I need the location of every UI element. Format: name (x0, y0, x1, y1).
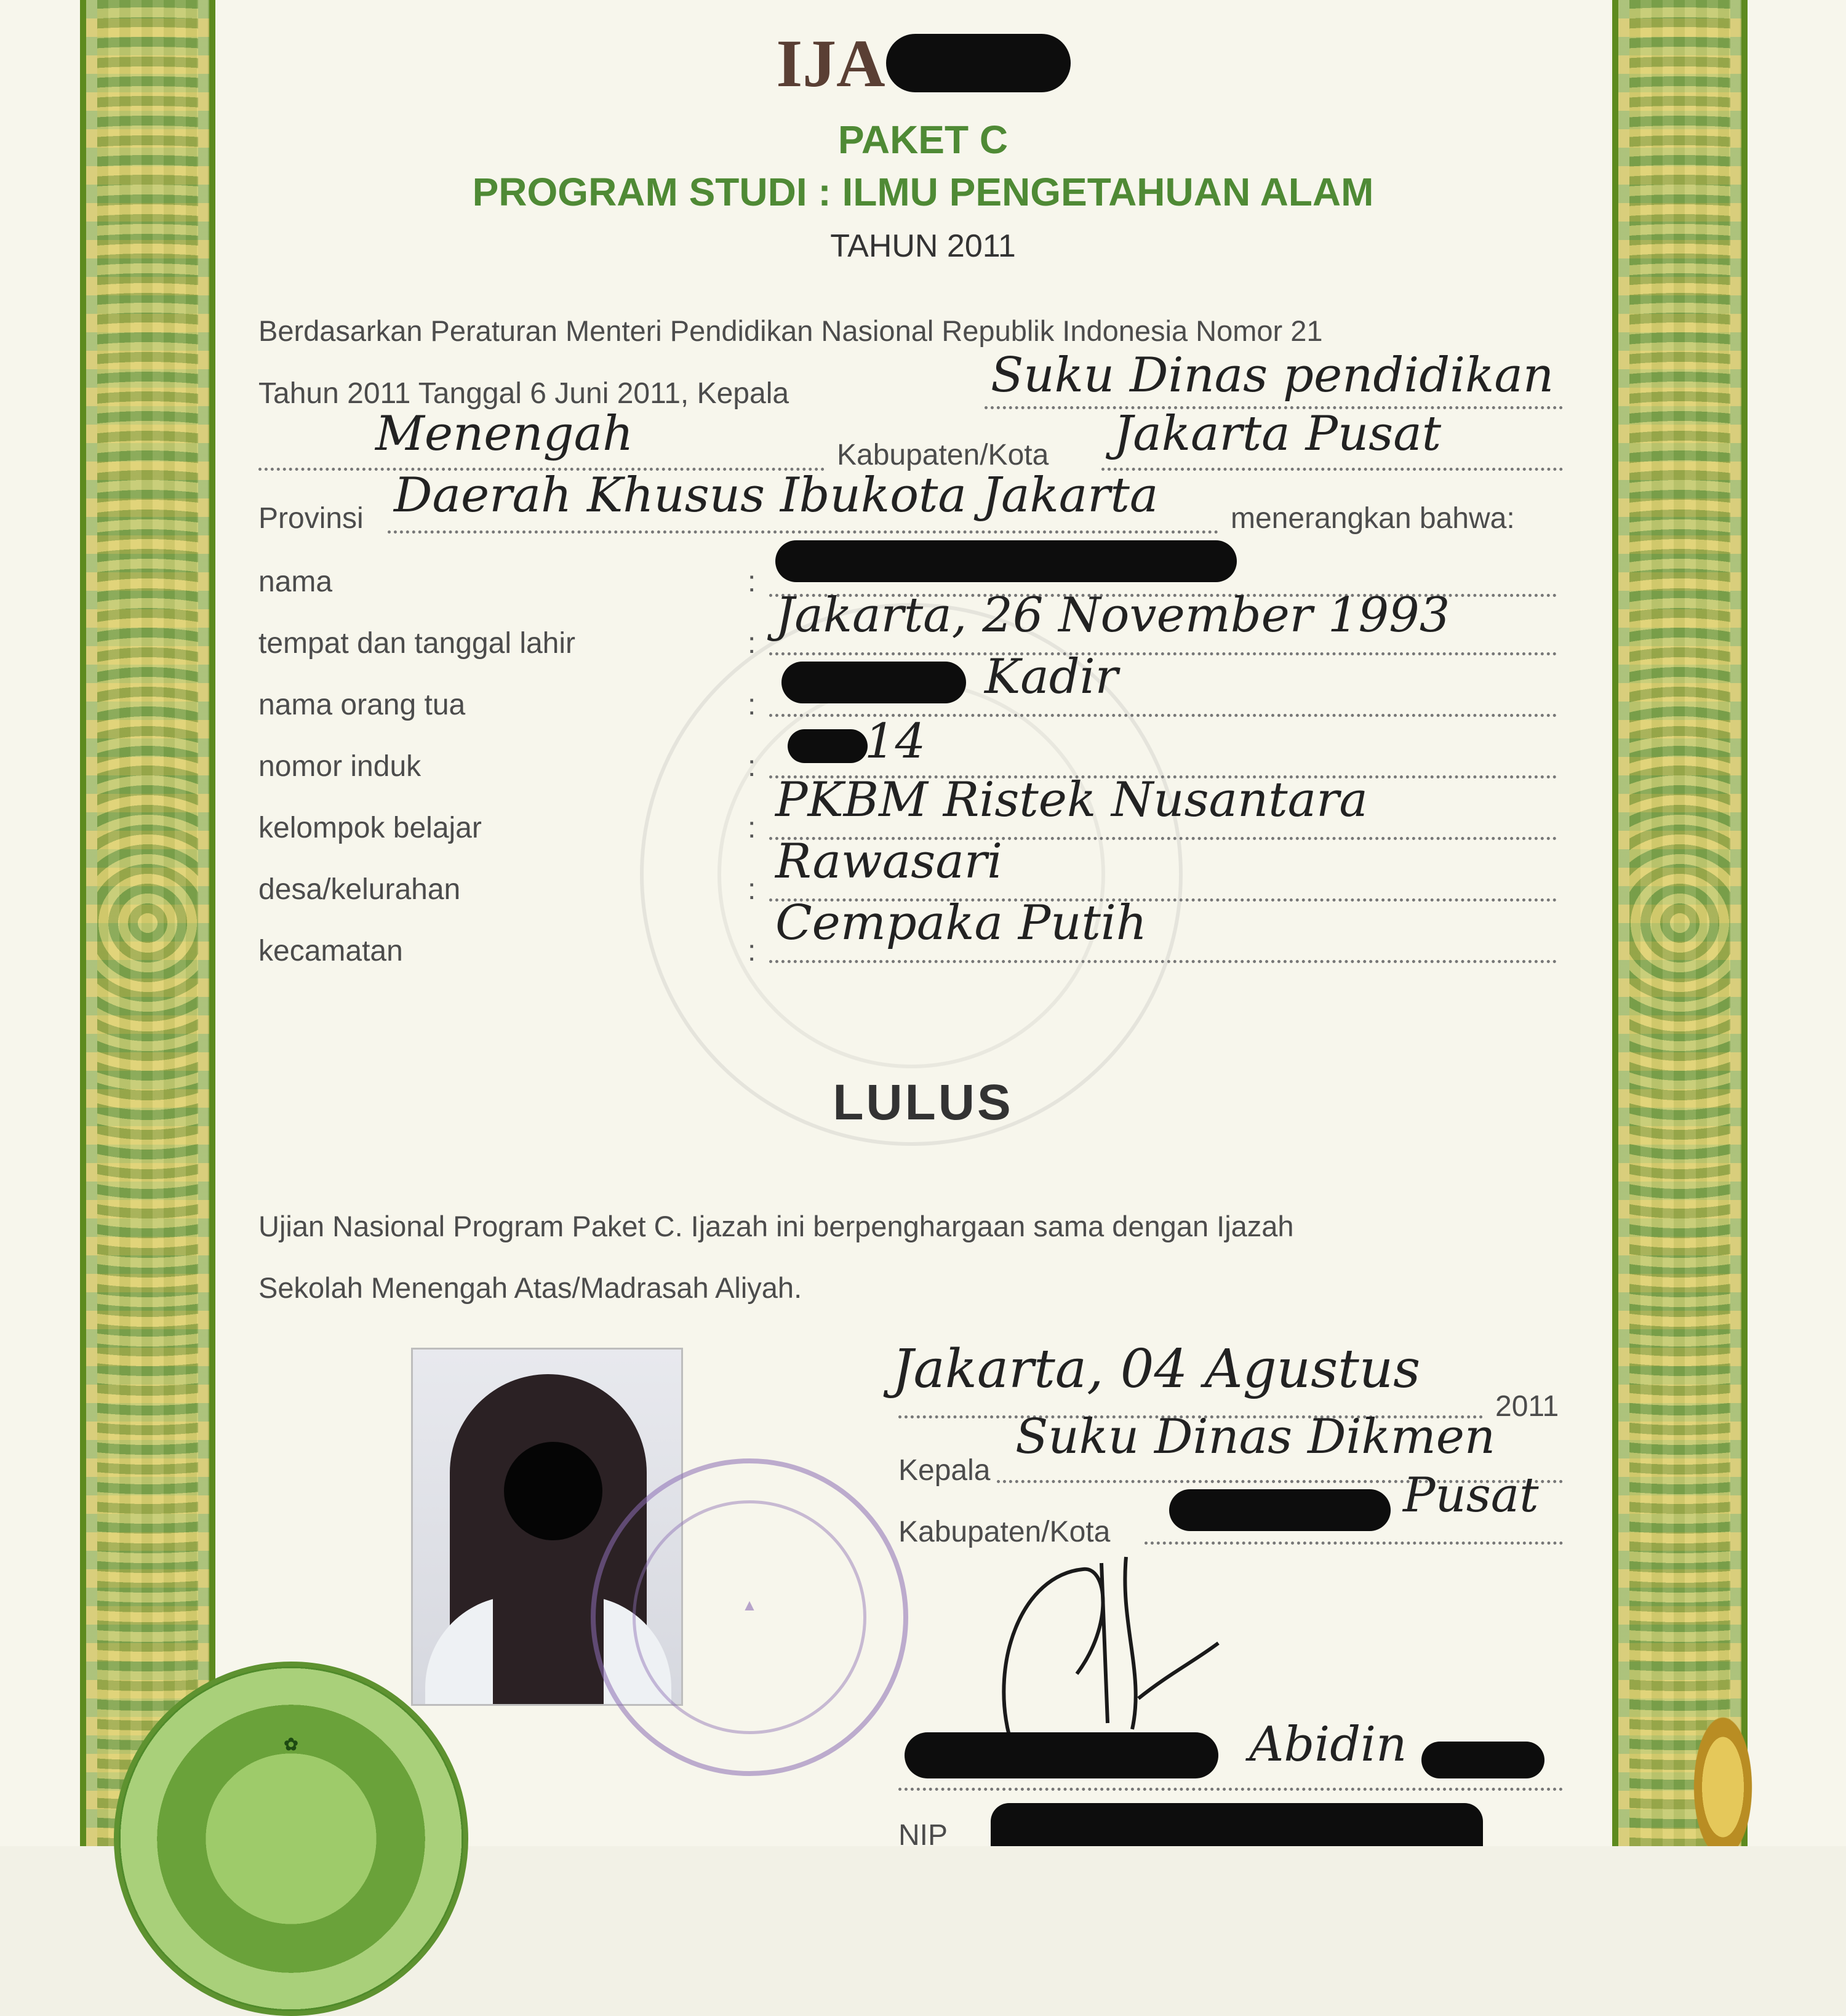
embossed-seal (114, 1662, 468, 2016)
seal-center: ✿ (284, 1735, 298, 1754)
place-date-handwritten: Jakarta, 04 Agustus (892, 1338, 1421, 1400)
field-label: tempat dan tanggal lahir (258, 627, 576, 660)
birth-place-date-handwritten: Jakarta, 26 November 1993 (775, 588, 1450, 643)
signature-year: 2011 (1495, 1390, 1559, 1423)
face-redaction (504, 1442, 602, 1540)
field-colon: : (748, 873, 756, 906)
menengah-handwritten: Menengah (375, 406, 634, 462)
signatory-name-handwritten: Abidin (1249, 1717, 1407, 1772)
right-decorative-border (1612, 0, 1748, 1846)
kepala-sign-label: Kepala (898, 1454, 991, 1487)
result-heading: LULUS (833, 1074, 1013, 1130)
student-number-redaction (788, 729, 868, 763)
provinsi-dots (388, 530, 1218, 534)
year-heading: TAHUN 2011 (830, 228, 1016, 264)
kabkota-label: Kabupaten/Kota (837, 439, 1049, 471)
study-group-handwritten: PKBM Ristek Nusantara (775, 772, 1368, 828)
field-colon: : (748, 689, 756, 721)
corner-ornament (1686, 1698, 1760, 1846)
nip-redaction (991, 1803, 1483, 1846)
left-decorative-border (80, 0, 215, 1846)
title-text: IJA (776, 26, 885, 101)
provinsi-label: Provinsi (258, 502, 364, 535)
field-colon: : (748, 812, 756, 844)
nip-label: NIP (898, 1819, 948, 1852)
official-stamp (591, 1458, 908, 1776)
program-heading: PROGRAM STUDI : ILMU PENGETAHUAN ALAM (472, 170, 1374, 214)
field-dots (769, 960, 1557, 963)
signatory-redaction-2 (1421, 1742, 1544, 1778)
field-colon: : (748, 750, 756, 783)
statement-line-1: Ujian Nasional Program Paket C. Ijazah ini berpenghargaan sama dengan Ijazah (258, 1210, 1294, 1242)
village-handwritten: Rawasari (775, 834, 1003, 889)
field-dots (769, 652, 1557, 655)
kepala-handwritten: Suku Dinas pendidikan (991, 348, 1554, 403)
signatory-dots (898, 1788, 1563, 1791)
kabkota-handwritten: Jakarta Pusat (1114, 406, 1442, 462)
signatory-redaction-1 (905, 1732, 1218, 1778)
parent-name-handwritten: Kadir (985, 649, 1118, 705)
menerangkan-text: menerangkan bahwa: (1231, 502, 1515, 535)
intro-line-1: Berdasarkan Peraturan Menteri Pendidikan Nasional Republik Indonesia Nomor 21 (258, 314, 1323, 347)
field-label: nomor induk (258, 750, 422, 783)
field-label: kecamatan (258, 935, 403, 967)
student-number-handwritten: 14 (865, 714, 926, 769)
field-label: kelompok belajar (258, 812, 482, 844)
field-colon: : (748, 566, 756, 598)
kabkota-sign-label: Kabupaten/Kota (898, 1516, 1111, 1548)
field-label: nama (258, 566, 333, 598)
handwritten-signature (985, 1551, 1243, 1748)
kabkota-redaction (1169, 1489, 1391, 1531)
kabkota-sign-handwritten: Pusat (1403, 1468, 1539, 1523)
photo-hair-front (493, 1528, 604, 1706)
field-label: desa/kelurahan (258, 873, 461, 906)
kabkota-sign-dots (1145, 1542, 1563, 1545)
field-label: nama orang tua (258, 689, 466, 721)
name-redaction (775, 540, 1237, 582)
parent-name-redaction (781, 662, 966, 703)
statement-line-2: Sekolah Menengah Atas/Madrasah Aliyah. (258, 1271, 802, 1304)
kabkota-dots (1101, 468, 1563, 471)
kepala-sign-handwritten: Suku Dinas Dikmen (1015, 1409, 1496, 1465)
field-colon: : (748, 627, 756, 660)
paket-heading: PAKET C (837, 118, 1009, 162)
field-colon: : (748, 935, 756, 967)
provinsi-handwritten: Daerah Khusus Ibukota Jakarta (394, 468, 1159, 523)
stamp-center: ▲ (741, 1596, 757, 1614)
district-handwritten: Cempaka Putih (775, 895, 1148, 951)
title-redaction (886, 34, 1071, 92)
intro-line-2: Tahun 2011 Tanggal 6 Juni 2011, Kepala (258, 377, 789, 410)
